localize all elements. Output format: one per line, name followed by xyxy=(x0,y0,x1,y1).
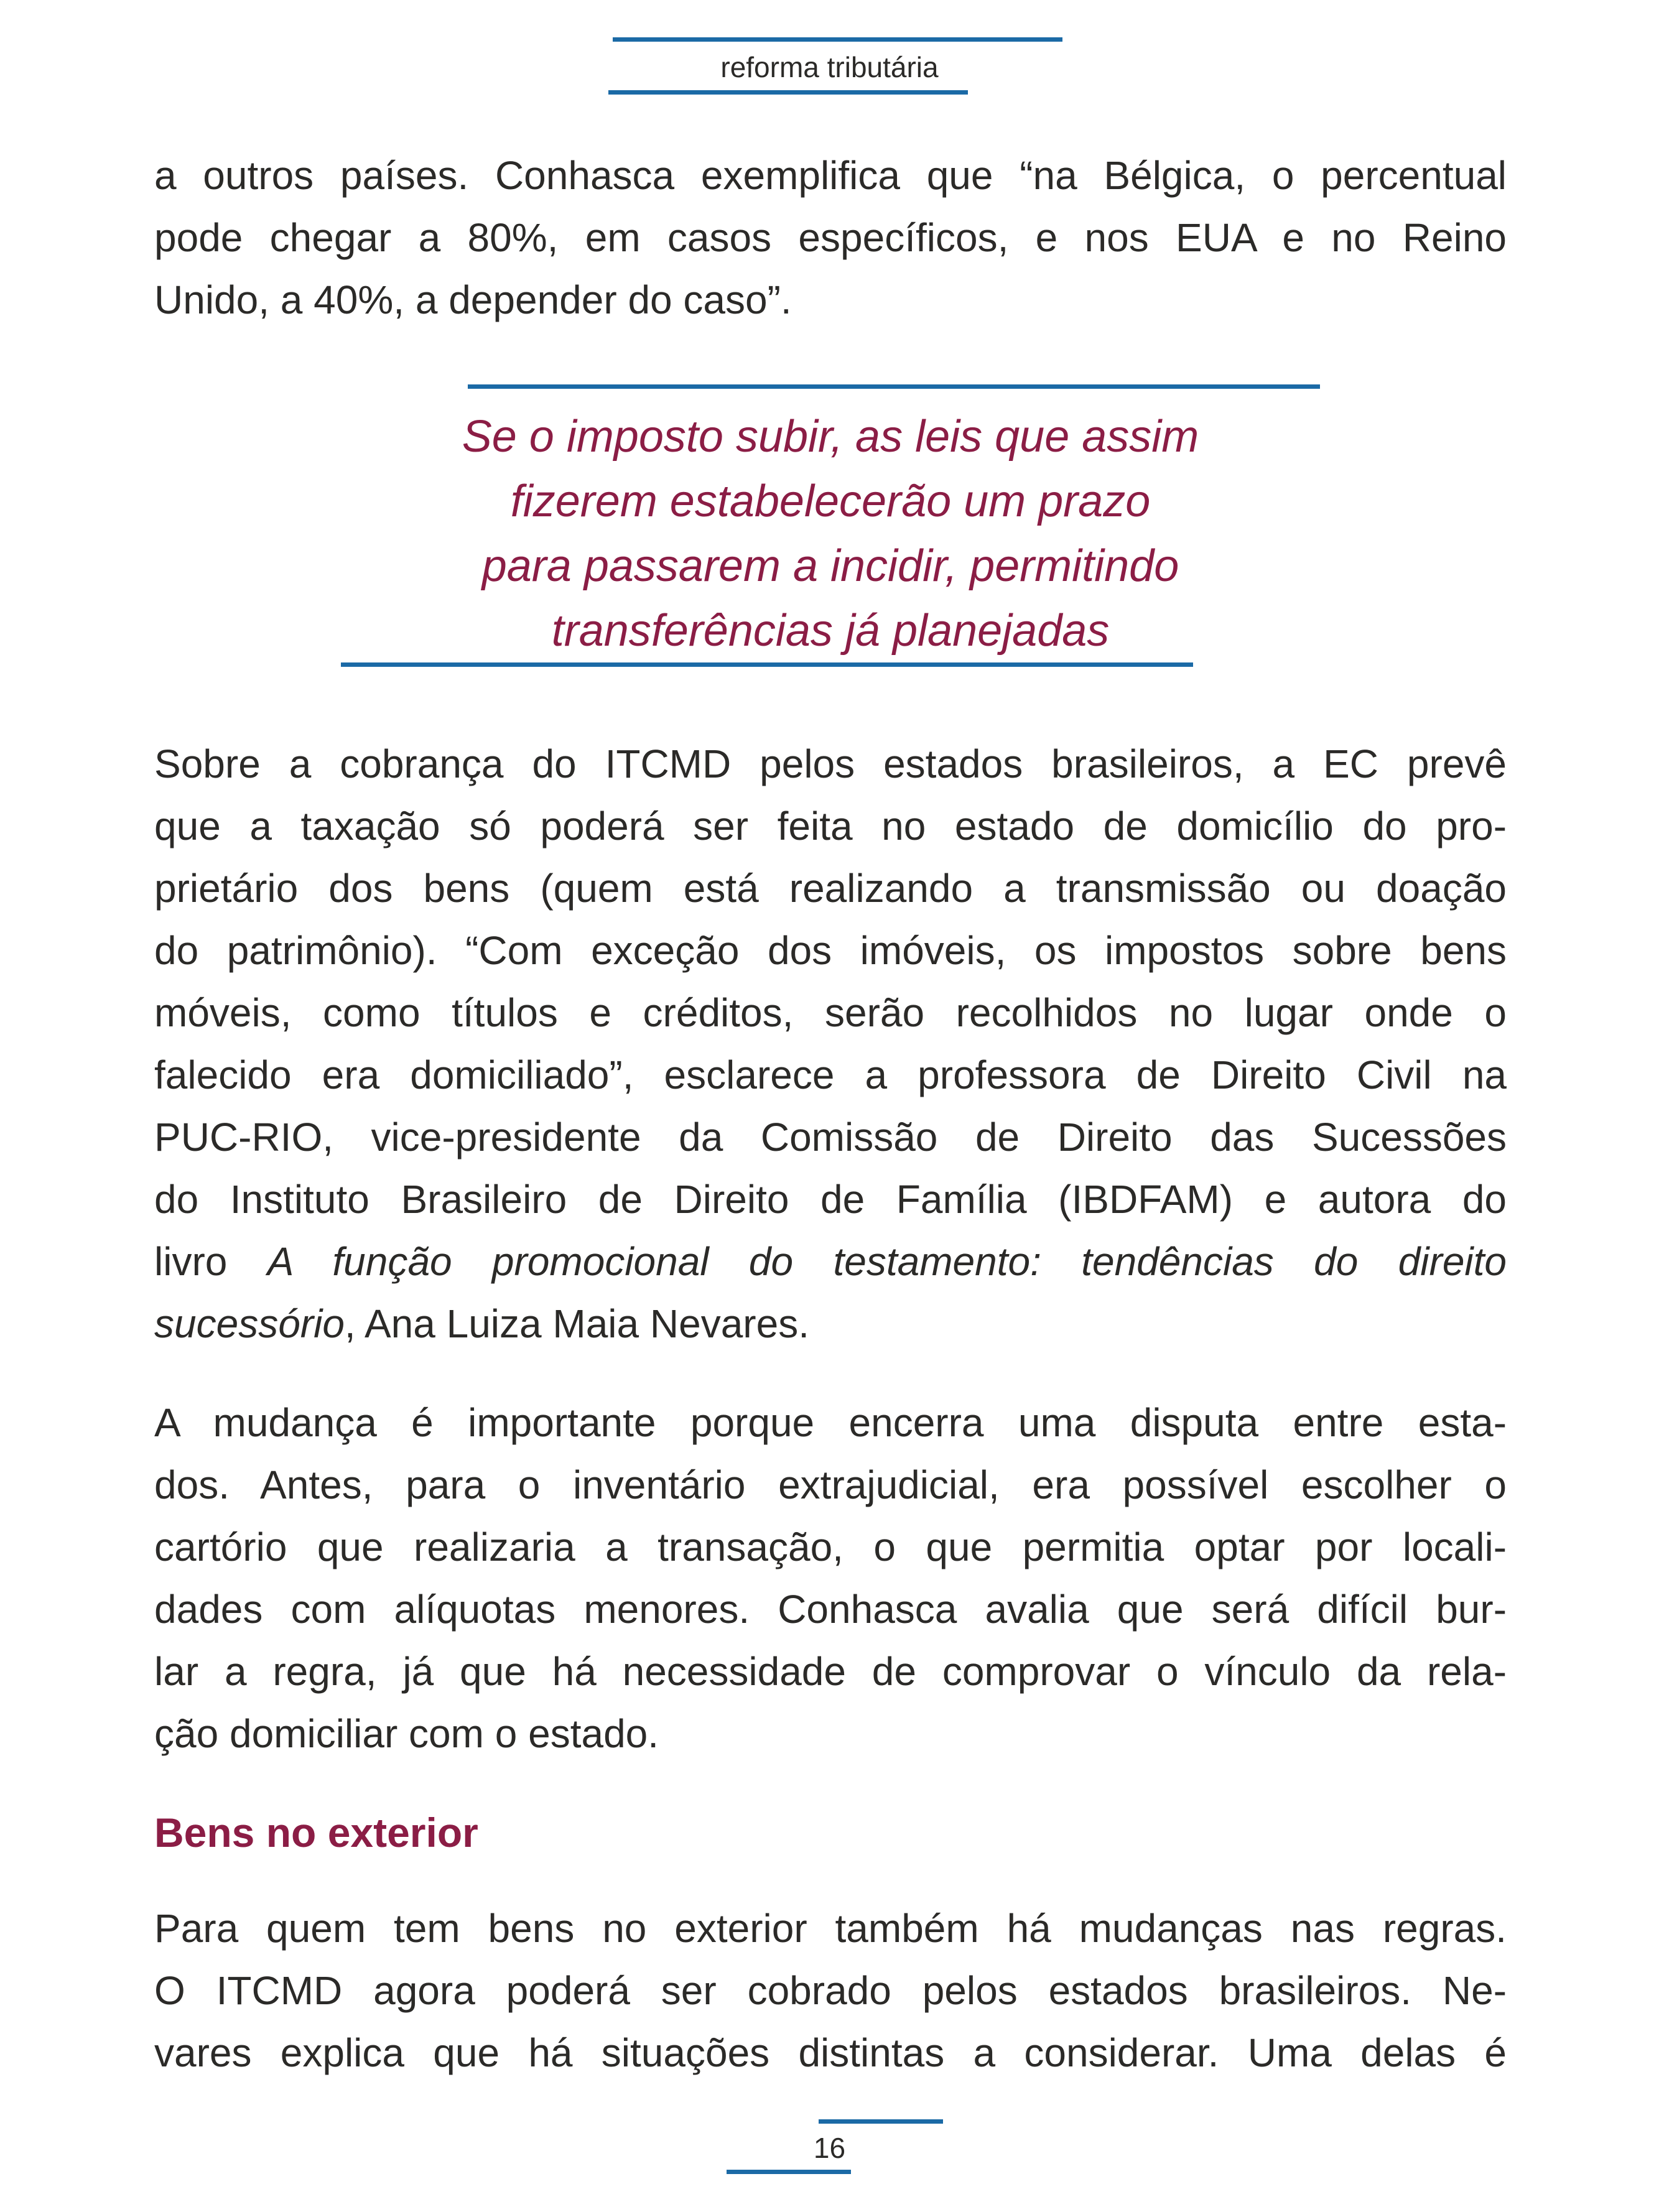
text-line: Unido, a 40%, a depender do caso”. xyxy=(154,277,792,322)
text-line: dades com alíquotas menores. Conhasca avalia que será difícil bur- xyxy=(154,1587,1507,1632)
pull-quote-line: transferências já planejadas xyxy=(551,606,1110,656)
text-line: vares explica que há situações distintas a considerar. Uma delas é xyxy=(154,2030,1507,2075)
paragraph-foreign-assets xyxy=(154,1897,1507,2084)
text-line: Sobre a cobrança do ITCMD pelos estados brasileiros, a EC prevê xyxy=(154,741,1507,786)
text-line xyxy=(154,1293,1507,1355)
page-number: 16 xyxy=(813,2132,846,2164)
text-line: a outros países. Conhasca exemplifica que “na Bélgica, o percentual xyxy=(154,153,1507,198)
footer-rule-top xyxy=(819,2119,943,2124)
text-line: lar a regra, já que há necessidade de comprovar o vínculo da rela- xyxy=(154,1649,1507,1694)
pull-quote-line: Se o imposto subir, as leis que assim xyxy=(462,412,1199,462)
text-line: PUC-RIO, vice-presidente da Comissão de Direito das Sucessões xyxy=(154,1115,1507,1159)
text-line: cartório que realizaria a transação, o que permitia optar por locali- xyxy=(154,1525,1507,1569)
paragraph-intro xyxy=(154,144,1507,331)
section-heading: Bens no exterior xyxy=(154,1810,478,1856)
text-line: Para quem tem bens no exterior também há mudanças nas regras. xyxy=(154,1906,1507,1951)
pull-quote-line: fizerem estabelecerão um prazo xyxy=(510,476,1151,526)
pullquote-rule-bottom xyxy=(341,662,1193,667)
text-line: que a taxação só poderá ser feita no estado de domicílio do pro- xyxy=(154,804,1507,848)
text-line: ção domiciliar com o estado. xyxy=(154,1711,659,1756)
text-line: A mudança é importante porque encerra uma disputa entre esta- xyxy=(154,1400,1507,1445)
text-line: do patrimônio). “Com exceção dos imóveis, os impostos sobre bens xyxy=(154,928,1507,973)
text-line: O ITCMD agora poderá ser cobrado pelos estados brasileiros. Ne- xyxy=(154,1968,1507,2013)
paragraph-state-dispute xyxy=(154,1392,1507,1765)
text-fragment: , Ana Luiza Maia Nevares. xyxy=(344,1301,809,1346)
pullquote-rule-top xyxy=(468,384,1320,389)
running-header: reforma tributária xyxy=(720,51,939,83)
text-fragment: livro xyxy=(154,1239,267,1284)
text-line: falecido era domiciliado”, esclarece a professora de Direito Civil na xyxy=(154,1053,1507,1097)
text-line: do Instituto Brasileiro de Direito de Família (IBDFAM) e autora do xyxy=(154,1177,1507,1222)
text-line: dos. Antes, para o inventário extrajudicial, era possível escolher o xyxy=(154,1462,1507,1507)
footer-rule-bottom xyxy=(727,2170,851,2174)
text-line: pode chegar a 80%, em casos específicos, e nos EUA e no Reino xyxy=(154,215,1507,260)
text-line xyxy=(154,1230,1507,1293)
text-line: móveis, como títulos e créditos, serão recolhidos no lugar onde o xyxy=(154,990,1507,1035)
header-rule-bottom xyxy=(608,90,968,95)
text-line: prietário dos bens (quem está realizando a transmissão ou doação xyxy=(154,866,1507,911)
book-title: sucessório xyxy=(154,1301,345,1346)
book-title: A função promocional do testamento: tendências do direito xyxy=(267,1239,1507,1284)
paragraph-itcmd-states xyxy=(154,733,1507,1355)
pull-quote xyxy=(341,404,1320,663)
pull-quote-line: para passarem a incidir, permitindo xyxy=(481,541,1179,591)
header-rule-top xyxy=(613,37,1062,42)
